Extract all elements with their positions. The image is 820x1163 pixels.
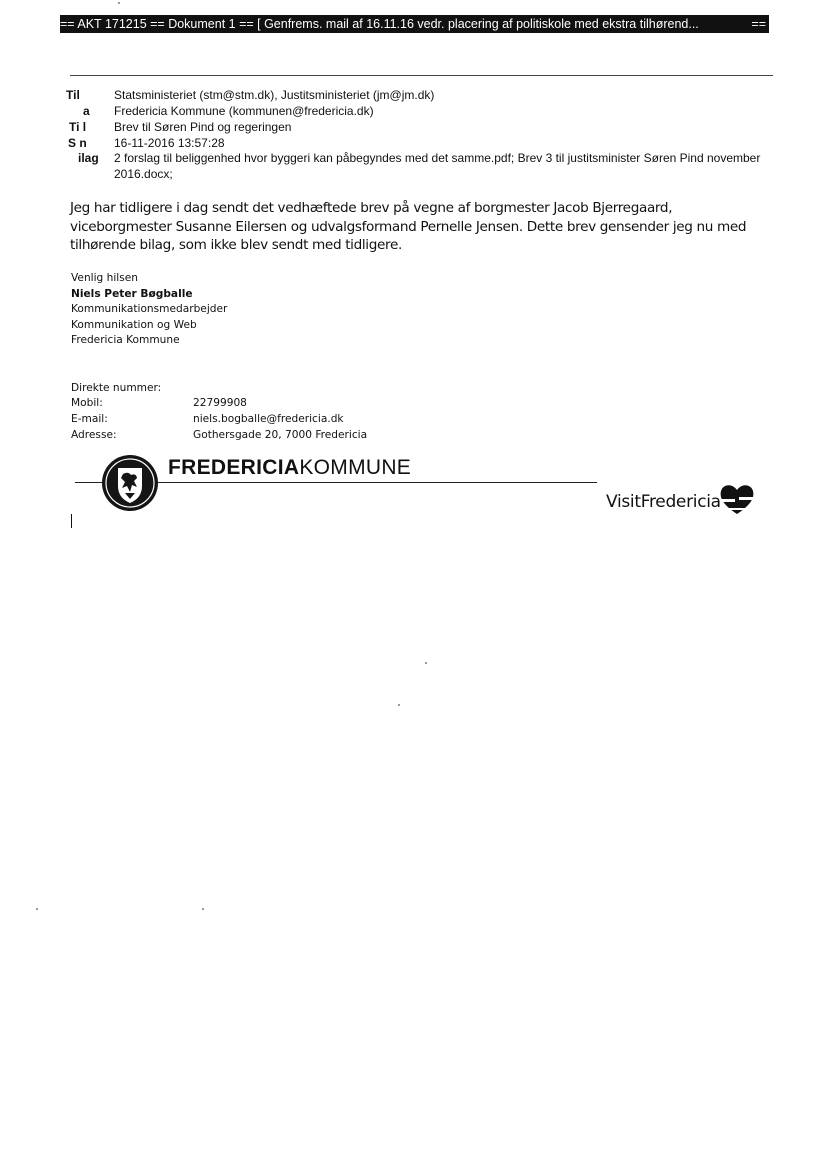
header-divider (70, 75, 773, 76)
email-label: E-mail: (71, 413, 108, 425)
signature-title: Kommunikationsmedarbejder (71, 303, 228, 315)
signature-name: Niels Peter Bøgballe (71, 287, 193, 300)
document-banner (60, 15, 769, 33)
sent-value: 16-11-2016 13:57:28 (114, 136, 225, 150)
direct-number-label: Direkte nummer: (71, 382, 162, 394)
signature-block (71, 271, 227, 349)
brand-light-text: KOMMUNE (299, 456, 412, 479)
address-label: Adresse: (71, 429, 117, 441)
scan-speck (118, 2, 120, 4)
brand-bold-text: FREDERICIA (168, 456, 300, 479)
scan-speck (425, 662, 427, 664)
sent-label: S n (68, 136, 87, 150)
banner-tail: == (751, 17, 766, 31)
attachments-label: ilag (78, 151, 99, 165)
signature-greeting: Venlig hilsen (71, 272, 138, 284)
from-label: a (83, 104, 90, 118)
to-value: Statsministeriet (stm@stm.dk), Justitsministeriet (jm@jm.dk) (114, 88, 435, 102)
mobile-value: 22799908 (193, 397, 247, 409)
signature-department: Kommunikation og Web (71, 318, 197, 331)
email-body: Jeg har tidligere i dag sendt det vedhæftede brev på vegne af borgmester Jacob Bjerregaard, viceborgmester Susanne Eilersen og udvalgsformand Pernelle Jensen. Dette brev gensender jeg nu med tilhørende bilag, som ikke blev sendt med tidligere. (70, 200, 747, 253)
fredericia-kommune-logo (168, 456, 411, 480)
scan-speck (36, 908, 38, 910)
mobile-label: Mobil: (71, 397, 103, 409)
banner-text: == AKT 171215 == Dokument 1 == [ Genfrems. mail af 16.11.16 vedr. placering af politiskole med ekstra tilhørend... (60, 17, 699, 31)
from-value: Fredericia Kommune (kommunen@fredericia.dk) (114, 104, 374, 118)
email-value: niels.bogballe@fredericia.dk (193, 413, 344, 425)
address-value: Gothersgade 20, 7000 Fredericia (193, 429, 368, 441)
visitfredericia-logo-text: VisitFredericia (606, 492, 721, 512)
subject-value: Brev til Søren Pind og regeringen (114, 120, 292, 134)
visitfredericia-heart-icon (717, 481, 757, 517)
text-cursor (71, 514, 72, 528)
fredericia-crest-icon (101, 454, 159, 512)
scan-speck (398, 704, 400, 706)
attachments-value: 2 forslag til beliggenhed hvor byggeri kan påbegyndes med det samme.pdf; Brev 3 til justitsminister Søren Pind november 2016.docx; (114, 151, 761, 181)
to-label: Til (66, 88, 80, 102)
scan-speck (202, 908, 204, 910)
subject-label: Ti l (69, 120, 87, 134)
signature-organization: Fredericia Kommune (71, 334, 180, 346)
